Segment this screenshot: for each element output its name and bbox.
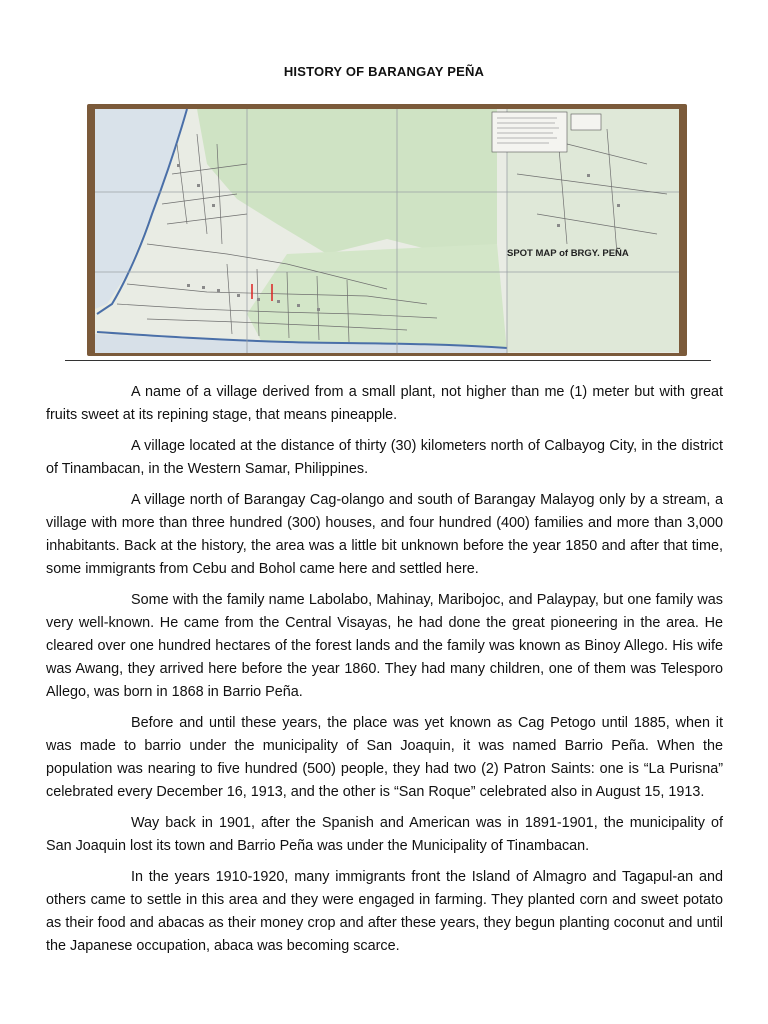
paragraph: In the years 1910-1920, many immigrants front the Island of Almagro and Tagapul-an and others came to settle in this area and they were engaged in farming. They planted corn and sweet potato as their food and abacas as their money crop and after these years, they begun planting coconut and until the Japanese occupation, abaca was becoming scarce.	[46, 869, 723, 954]
paragraph: Before and until these years, the place was yet known as Cag Petogo until 1885, when it was made to barrio under the municipality of San Joaquin, it was named Barrio Peña. When the population was nearing to five hundred (500) people, they had two (2) Patron Saints: one is “La Purisna” celebrated every December 16, 1913, and the other is “San Roque” celebrated also in August 15, 1913.	[46, 715, 723, 800]
paragraph: A village north of Barangay Cag-olango and south of Barangay Malayog only by a stream, a village with more than three hundred (300) houses, and four hundred (400) families and more than 3,000 inhabitants. Back at the history, the area was a little bit unknown before the year 1850 and after that time, some immigrants from Cebu and Bohol came here and settled here.	[46, 492, 723, 577]
spot-map-drawing	[87, 104, 687, 356]
paragraph: A village located at the distance of thirty (30) kilometers north of Calbayog City, in the district of Tinambacan, in the Western Samar, Philippines.	[46, 438, 723, 477]
paragraph: Way back in 1901, after the Spanish and American was in 1891-1901, the municipality of San Joaquin lost its town and Barrio Peña was under the Municipality of Tinambacan.	[46, 815, 723, 854]
paragraph: A name of a village derived from a small plant, not higher than me (1) meter but with great fruits sweet at its repining stage, that means pineapple.	[46, 384, 723, 423]
map-caption: SPOT MAP of BRGY. PEÑA	[507, 248, 629, 259]
body-text	[46, 381, 723, 966]
spot-map-photo	[87, 104, 687, 356]
document-title: HISTORY OF BARANGAY PEÑA	[283, 64, 485, 79]
horizontal-rule	[65, 360, 711, 361]
paragraph: Some with the family name Labolabo, Mahinay, Maribojoc, and Palaypay, but one family was very well-known. He came from the Central Visayas, he had done the great pioneering in the area. He cleared over one hundred hectares of the forest lands and the family was known as Binoy Allego. His wife was Awang, they arrived here before the year 1860. They had many children, one of them was Telesporo Allego, was born in 1868 in Barrio Peña.	[46, 592, 723, 700]
